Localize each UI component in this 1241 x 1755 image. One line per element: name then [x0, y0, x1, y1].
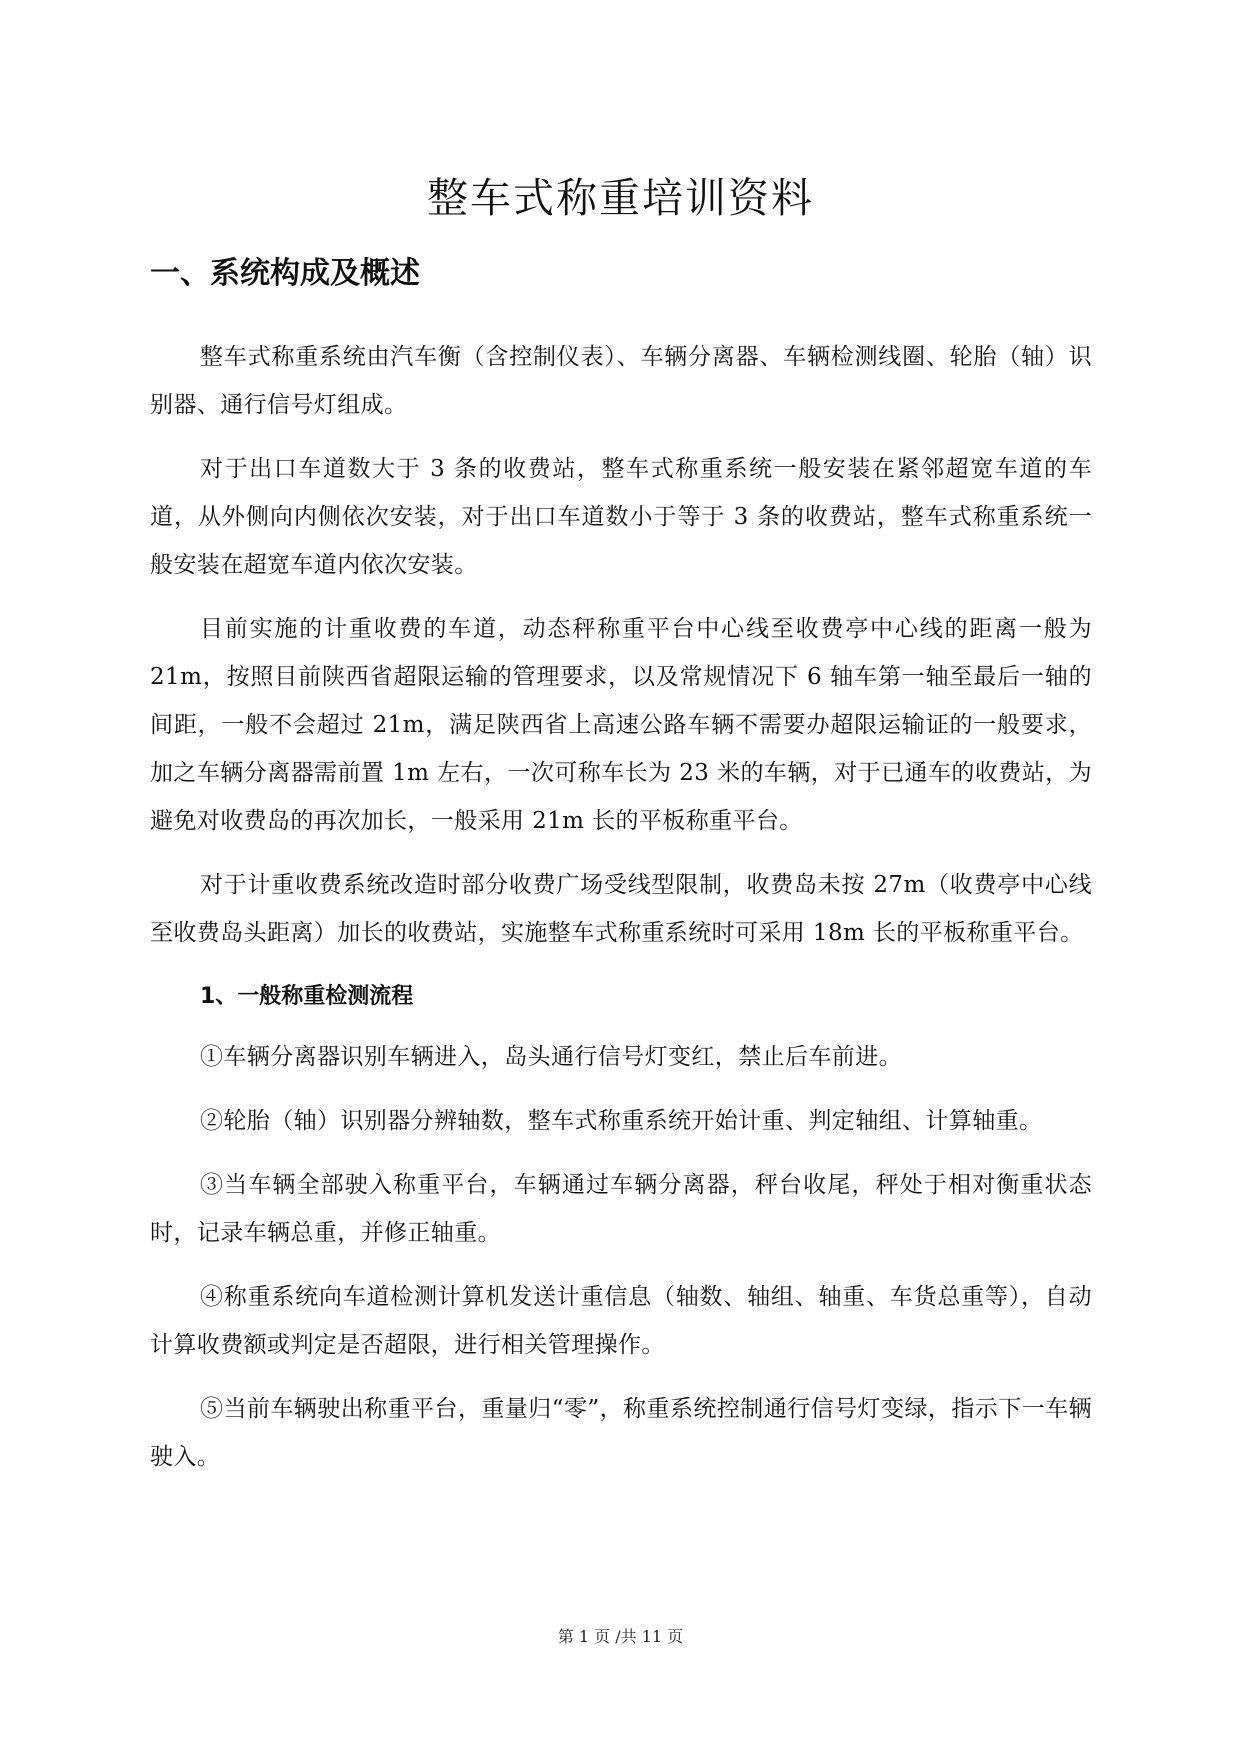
section-heading: 一、系统构成及概述	[150, 256, 420, 291]
document-title: 整车式称重培训资料	[427, 174, 814, 222]
process-step: ①车辆分离器识别车辆进入，岛头通行信号灯变红，禁止后车前进。	[200, 1044, 902, 1070]
process-step: ③当车辆全部驶入称重平台，车辆通过车辆分离器，秤台收尾，秤处于相对衡重状态时，记录车辆总重，并修正轴重。	[150, 1172, 1092, 1246]
paragraph: 对于出口车道数大于 3 条的收费站，整车式称重系统一般安装在紧邻超宽车道的车道，从外侧向内侧依次安装，对于出口车道数小于等于 3 条的收费站，整车式称重系统一般安装在超宽车道内依次安装。	[150, 456, 1092, 578]
page-footer: 第 1 页 /共 11 页	[557, 1627, 684, 1646]
document-body	[150, 333, 1092, 1497]
paragraph: 对于计重收费系统改造时部分收费广场受线型限制，收费岛未按 27m（收费亭中心线至收费岛头距离）加长的收费站，实施整车式称重系统时可采用 18m 长的平板称重平台。	[150, 872, 1092, 946]
paragraph: 整车式称重系统由汽车衡（含控制仪表）、车辆分离器、车辆检测线圈、轮胎（轴）识别器、通行信号灯组成。	[150, 344, 1092, 418]
process-step: ④称重系统向车道检测计算机发送计重信息（轴数、轴组、轴重、车货总重等），自动计算收费额或判定是否超限，进行相关管理操作。	[150, 1284, 1092, 1358]
subheading: 1、一般称重检测流程	[200, 984, 414, 1009]
process-step: ②轮胎（轴）识别器分辨轴数，整车式称重系统开始计重、判定轴组、计算轴重。	[200, 1108, 1043, 1134]
process-step: ⑤当前车辆驶出称重平台，重量归“零”，称重系统控制通行信号灯变绿，指示下一车辆驶入。	[150, 1396, 1092, 1470]
paragraph: 目前实施的计重收费的车道，动态秤称重平台中心线至收费亭中心线的距离一般为 21m，按照目前陕西省超限运输的管理要求，以及常规情况下 6 轴车第一轴至最后一轴的间距，一般不会超过 21m，满足陕西省上高速公路车辆不需要办超限运输证的一般要求，加之车辆分离器需前置 1m 左右，一次可称车长为 23 米的车辆，对于已通车的收费站，为避免对收费岛的再次加长，一般采用 21m 长的平板称重平台。	[150, 616, 1092, 834]
